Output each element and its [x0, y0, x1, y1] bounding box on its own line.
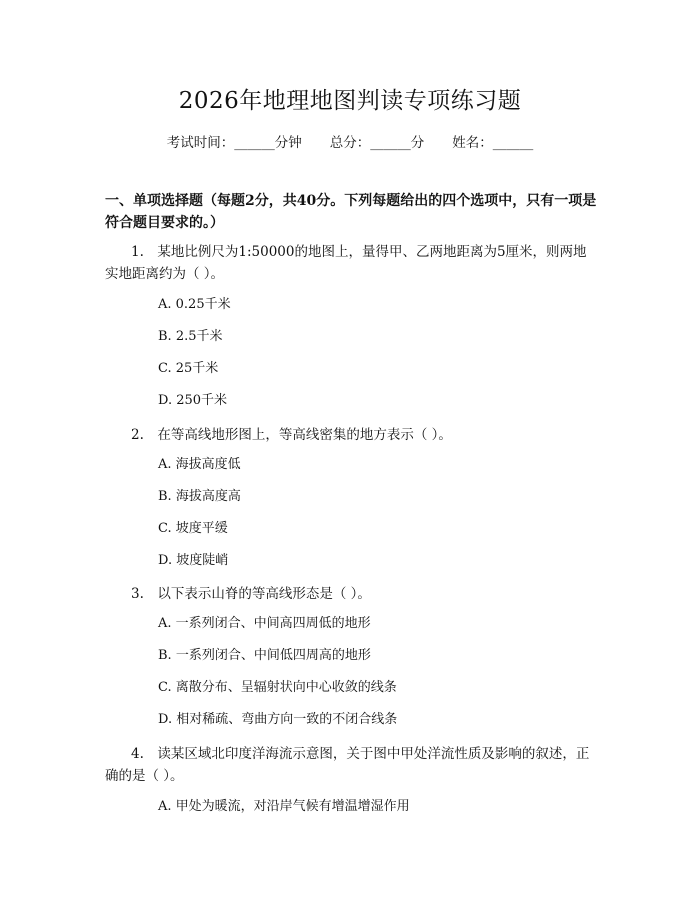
section-heading: 一、单项选择题（每题2分，共40分。下列每题给出的四个选项中，只有一项是符合题目要求的。）: [105, 193, 597, 231]
question-3-option-c: C. 离散分布、呈辐射状向中心收敛的线条: [158, 680, 397, 695]
question-2-option-d: D. 坡度陡峭: [158, 553, 229, 568]
question-4-stem: 4. 读某区域北印度洋海流示意图，关于图中甲处洋流性质及影响的叙述，正确的是（ ）。: [105, 746, 590, 784]
question-3-stem: 3. 以下表示山脊的等高线形态是（ ）。: [131, 586, 371, 602]
time-field: 考试时间：______分钟: [166, 135, 302, 151]
exam-title: 2026年地理地图判读专项练习题: [178, 88, 522, 114]
name-field: 姓名：______: [452, 135, 534, 151]
exam-info-line: [0, 131, 700, 151]
question-1-option-b: B. 2.5千米: [158, 329, 223, 344]
question-3-option-d: D. 相对稀疏、弯曲方向一致的不闭合线条: [158, 712, 398, 727]
question-4-option-a: A. 甲处为暖流，对沿岸气候有增温增湿作用: [158, 799, 410, 814]
question-1-option-d: D. 250千米: [158, 393, 228, 408]
question-2-stem: 2. 在等高线地形图上，等高线密集的地方表示（ ）。: [131, 427, 452, 443]
question-2-option-a: A. 海拔高度低: [158, 457, 241, 472]
question-1-stem: 1. 某地比例尺为1:50000的地图上，量得甲、乙两地距离为5厘米，则两地实地距离约为（ ）。: [105, 244, 587, 282]
question-3-option-a: A. 一系列闭合、中间高四周低的地形: [158, 616, 371, 631]
question-1-option-c: C. 25千米: [158, 361, 219, 376]
question-1-option-a: A. 0.25千米: [158, 297, 231, 312]
question-2-option-b: B. 海拔高度高: [158, 489, 241, 504]
question-3-option-b: B. 一系列闭合、中间低四周高的地形: [158, 648, 371, 663]
question-2-option-c: C. 坡度平缓: [158, 521, 228, 536]
score-field: 总分：______分: [329, 135, 425, 151]
